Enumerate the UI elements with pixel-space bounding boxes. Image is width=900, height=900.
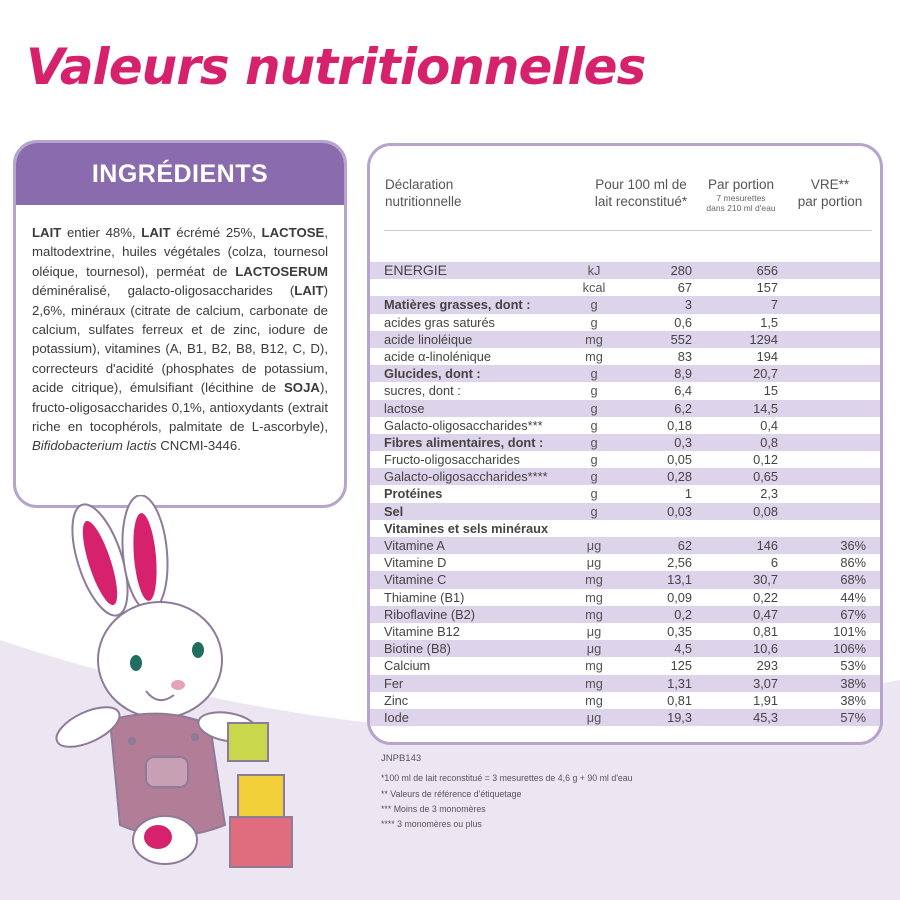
- product-code: JNPB143: [381, 753, 422, 764]
- value-per-portion: 30,7: [753, 572, 778, 588]
- table-row: [370, 571, 880, 588]
- table-row: [370, 365, 880, 382]
- value-per-100ml: 13,1: [667, 572, 692, 588]
- value-per-100ml: 280: [670, 263, 692, 278]
- value-per-portion: 0,81: [753, 623, 778, 639]
- header-per-portion-label: Par portion: [707, 177, 775, 192]
- value-per-100ml: 125: [670, 658, 692, 674]
- vre-percent: 101%: [833, 623, 866, 639]
- value-per-portion: 45,3: [753, 709, 778, 725]
- nutrient-unit: mg: [585, 331, 603, 347]
- ingredient-text: ) 2,6%, minéraux (citrate de calcium, carbonate de calcium, sulfates ferreux et de zinc, iodure de potassium), vitamines (A, B1, B2, B8, B12, C, D), correcteurs d'acidité (phosphates de potassium, acide citrique), émulsifiant (lécithine de: [32, 283, 328, 396]
- nutrient-name: acide α-linolénique: [384, 348, 491, 364]
- table-row: [370, 554, 880, 571]
- nutrient-unit: g: [590, 486, 598, 502]
- nutrient-unit: g: [590, 417, 598, 433]
- table-row: [370, 296, 880, 313]
- value-per-100ml: 0,28: [667, 469, 692, 485]
- nutrient-name: Thiamine (B1): [384, 589, 465, 605]
- table-row: [370, 485, 880, 502]
- value-per-100ml: 0,81: [667, 692, 692, 708]
- value-per-100ml: 83: [677, 348, 692, 364]
- table-row: [370, 451, 880, 468]
- nutrient-unit: mg: [585, 589, 603, 605]
- nutrient-name: Biotine (B8): [384, 641, 451, 657]
- nutrient-name: sucres, dont :: [384, 383, 461, 399]
- nutrient-name: Vitamine D: [384, 555, 447, 571]
- value-per-portion: 0,4: [760, 417, 778, 433]
- nutrient-name: Calcium: [384, 658, 431, 674]
- nutrient-name: Glucides, dont :: [384, 366, 481, 382]
- ingredient-text: entier 48%,: [61, 225, 142, 240]
- value-per-100ml: 6,4: [674, 383, 692, 399]
- table-row: [370, 434, 880, 451]
- ingredient-allergen: LACTOSE: [261, 225, 325, 240]
- nutrient-name: lactose: [384, 400, 425, 416]
- nutrient-unit: kJ: [587, 263, 601, 278]
- value-per-portion: 10,6: [753, 641, 778, 657]
- nutrient-name: Vitamine B12: [384, 623, 460, 639]
- vre-percent: 68%: [840, 572, 866, 588]
- nutrient-unit: g: [590, 400, 598, 416]
- header-per-portion: [700, 176, 782, 213]
- value-per-portion: 2,3: [760, 486, 778, 502]
- ingredient-text: déminéralisé, galacto-oligosaccharides (: [32, 283, 295, 299]
- ingredient-culture: Bifidobacterium lactis: [32, 438, 157, 454]
- nutrient-unit: μg: [586, 641, 602, 657]
- value-per-100ml: 4,5: [674, 641, 692, 657]
- nutrient-unit: μg: [586, 538, 602, 553]
- header-per-100ml: Pour 100 ml de lait reconstitué*: [594, 177, 688, 209]
- value-per-portion: 0,8: [760, 434, 778, 450]
- nutrient-unit: μg: [586, 709, 602, 725]
- toy-block-yellow-icon: [238, 775, 284, 817]
- page-title: Valeurs nutritionnelles: [26, 38, 646, 96]
- nutrient-unit: mg: [585, 658, 603, 674]
- value-per-portion: 20,7: [753, 366, 778, 382]
- table-row: [370, 262, 880, 279]
- value-per-100ml: 19,3: [667, 709, 692, 725]
- value-per-portion: 0,12: [753, 452, 778, 468]
- value-per-100ml: 0,2: [674, 606, 692, 622]
- nutrient-unit: g: [590, 503, 598, 519]
- nutrient-unit: g: [590, 366, 598, 382]
- value-per-portion: 0,65: [753, 469, 778, 485]
- value-per-100ml: 62: [677, 538, 692, 553]
- nutrient-unit: mg: [585, 572, 603, 588]
- nutrient-name: Galacto-oligosaccharides***: [384, 417, 543, 433]
- nutrient-name: acide linoléique: [384, 331, 473, 347]
- nutrient-unit: g: [590, 469, 598, 485]
- header-vre: VRE** par portion: [797, 177, 863, 209]
- toy-block-green-icon: [228, 723, 268, 761]
- value-per-100ml: 0,18: [667, 417, 692, 433]
- ingredient-allergen: LAIT: [294, 283, 324, 299]
- value-per-100ml: 552: [670, 331, 692, 347]
- table-row: [370, 606, 880, 623]
- footnote: **** 3 monomères ou plus: [381, 819, 482, 829]
- value-per-portion: 146: [756, 538, 778, 553]
- footnote: ** Valeurs de référence d'étiquetage: [381, 789, 522, 799]
- table-row: [370, 640, 880, 657]
- nutrient-name: Protéines: [384, 486, 443, 502]
- nutrient-name: Fer: [384, 675, 404, 691]
- table-row: [370, 468, 880, 485]
- nutrient-unit: g: [590, 383, 598, 399]
- value-per-portion: 6: [770, 555, 778, 571]
- footnote: *100 ml de lait reconstitué = 3 mesurettes de 4,6 g + 90 ml d'eau: [381, 773, 633, 783]
- nutrient-unit: g: [590, 314, 598, 330]
- vre-percent: 53%: [840, 658, 866, 674]
- nutrient-unit: g: [590, 297, 598, 313]
- value-per-100ml: 8,9: [674, 366, 692, 382]
- table-row: [370, 331, 880, 348]
- nutrition-rows: [370, 262, 880, 726]
- header-divider: [384, 230, 872, 231]
- value-per-portion: 7: [770, 297, 778, 313]
- value-per-portion: 656: [756, 263, 778, 278]
- value-per-100ml: 1,31: [667, 675, 692, 691]
- table-row: [370, 417, 880, 434]
- nutrient-unit: mg: [585, 675, 603, 691]
- value-per-100ml: 67: [677, 280, 692, 296]
- value-per-portion: 194: [756, 348, 778, 364]
- nutrient-name: Sel: [384, 503, 404, 519]
- value-per-portion: 1,91: [753, 692, 778, 708]
- ingredient-allergen: LAIT: [32, 225, 62, 240]
- value-per-portion: 0,47: [753, 606, 778, 622]
- vre-percent: 38%: [840, 692, 866, 708]
- ingredients-header: INGRÉDIENTS: [16, 143, 344, 205]
- ingredient-text: , maltodextrine, huiles végétales (colza, tournesol oléique, tournesol), perméat de: [32, 225, 328, 279]
- table-row: [370, 537, 880, 554]
- table-row: [370, 520, 880, 537]
- table-row: [370, 709, 880, 726]
- value-per-100ml: 0,6: [674, 314, 692, 330]
- value-per-portion: 14,5: [753, 400, 778, 416]
- nutrient-name: Fibres alimentaires, dont :: [384, 434, 544, 450]
- table-row: [370, 348, 880, 365]
- value-per-portion: 3,07: [753, 675, 778, 691]
- vre-percent: 38%: [840, 675, 866, 691]
- nutrient-unit: g: [590, 452, 598, 468]
- ingredient-text: écrémé 25%,: [170, 225, 262, 240]
- value-per-100ml: 3: [684, 297, 692, 313]
- ingredients-text: [16, 205, 344, 456]
- table-row: [370, 279, 880, 296]
- value-per-100ml: 0,35: [667, 623, 692, 639]
- value-per-portion: 0,08: [753, 503, 778, 519]
- table-row: [370, 589, 880, 606]
- toy-block-red-icon: [230, 817, 292, 867]
- value-per-100ml: 2,56: [667, 555, 692, 571]
- rabbit-mascot-icon: [50, 495, 310, 880]
- nutrition-table: [367, 143, 883, 745]
- table-row: [370, 382, 880, 399]
- nutrient-unit: μg: [586, 623, 602, 639]
- nutrient-unit: mg: [585, 348, 603, 364]
- table-row: [370, 314, 880, 331]
- value-per-portion: 1,5: [760, 314, 778, 330]
- footnote: *** Moins de 3 monomères: [381, 804, 486, 814]
- nutrient-unit: g: [590, 434, 598, 450]
- nutrient-unit: mg: [585, 692, 603, 708]
- value-per-portion: 293: [756, 658, 778, 674]
- ingredient-allergen: LACTOSERUM: [235, 263, 328, 279]
- table-row: [370, 503, 880, 520]
- ingredient-allergen: SOJA: [284, 380, 320, 396]
- header-per-portion-sub: 7 mesurettes dans 210 ml d'eau: [706, 193, 776, 213]
- nutrient-name: Iode: [384, 709, 409, 725]
- nutrient-name: Vitamine C: [384, 572, 447, 588]
- nutrition-table-header: [370, 176, 880, 236]
- value-per-100ml: 0,3: [674, 434, 692, 450]
- value-per-portion: 157: [756, 280, 778, 296]
- vre-percent: 57%: [840, 709, 866, 725]
- vre-percent: 36%: [840, 538, 866, 553]
- nutrient-name: Riboflavine (B2): [384, 606, 476, 622]
- ingredient-text: ), fructo-oligosaccharides 0,1%, antioxydants (extrait riche en tocophérols, palmitate de L-ascorbyle),: [32, 380, 328, 435]
- value-per-portion: 0,22: [753, 589, 778, 605]
- value-per-100ml: 1: [684, 486, 692, 502]
- value-per-100ml: 0,03: [667, 503, 692, 519]
- nutrient-name: Fructo-oligosaccharides: [384, 452, 520, 468]
- nutrient-unit: mg: [585, 606, 603, 622]
- vre-percent: 106%: [833, 641, 866, 657]
- value-per-portion: 15: [763, 383, 778, 399]
- ingredient-text: CNCMI-3446.: [156, 438, 241, 454]
- nutrient-name: Vitamine A: [384, 538, 445, 553]
- value-per-portion: 1294: [749, 331, 778, 347]
- nutrient-name: acides gras saturés: [384, 314, 495, 330]
- nutrient-name: Zinc: [384, 692, 409, 708]
- nutrient-name: ENERGIE: [384, 262, 448, 278]
- nutrient-name: Vitamines et sels minéraux: [384, 520, 549, 536]
- value-per-100ml: 6,2: [674, 400, 692, 416]
- table-row: [370, 657, 880, 674]
- ingredients-card: [13, 140, 347, 508]
- value-per-100ml: 0,09: [667, 589, 692, 605]
- vre-percent: 44%: [840, 589, 866, 605]
- ingredient-allergen: LAIT: [141, 225, 171, 240]
- value-per-100ml: 0,05: [667, 452, 692, 468]
- nutrient-name: Galacto-oligosaccharides****: [384, 469, 548, 485]
- table-row: [370, 692, 880, 709]
- nutrient-unit: μg: [586, 555, 602, 571]
- vre-percent: 86%: [840, 555, 866, 571]
- vre-percent: 67%: [840, 606, 866, 622]
- header-declaration: Déclaration nutritionnelle: [385, 177, 462, 209]
- table-row: [370, 400, 880, 417]
- nutrient-unit: kcal: [582, 280, 606, 296]
- nutrient-name: Matières grasses, dont :: [384, 297, 531, 313]
- table-row: [370, 623, 880, 640]
- table-row: [370, 675, 880, 692]
